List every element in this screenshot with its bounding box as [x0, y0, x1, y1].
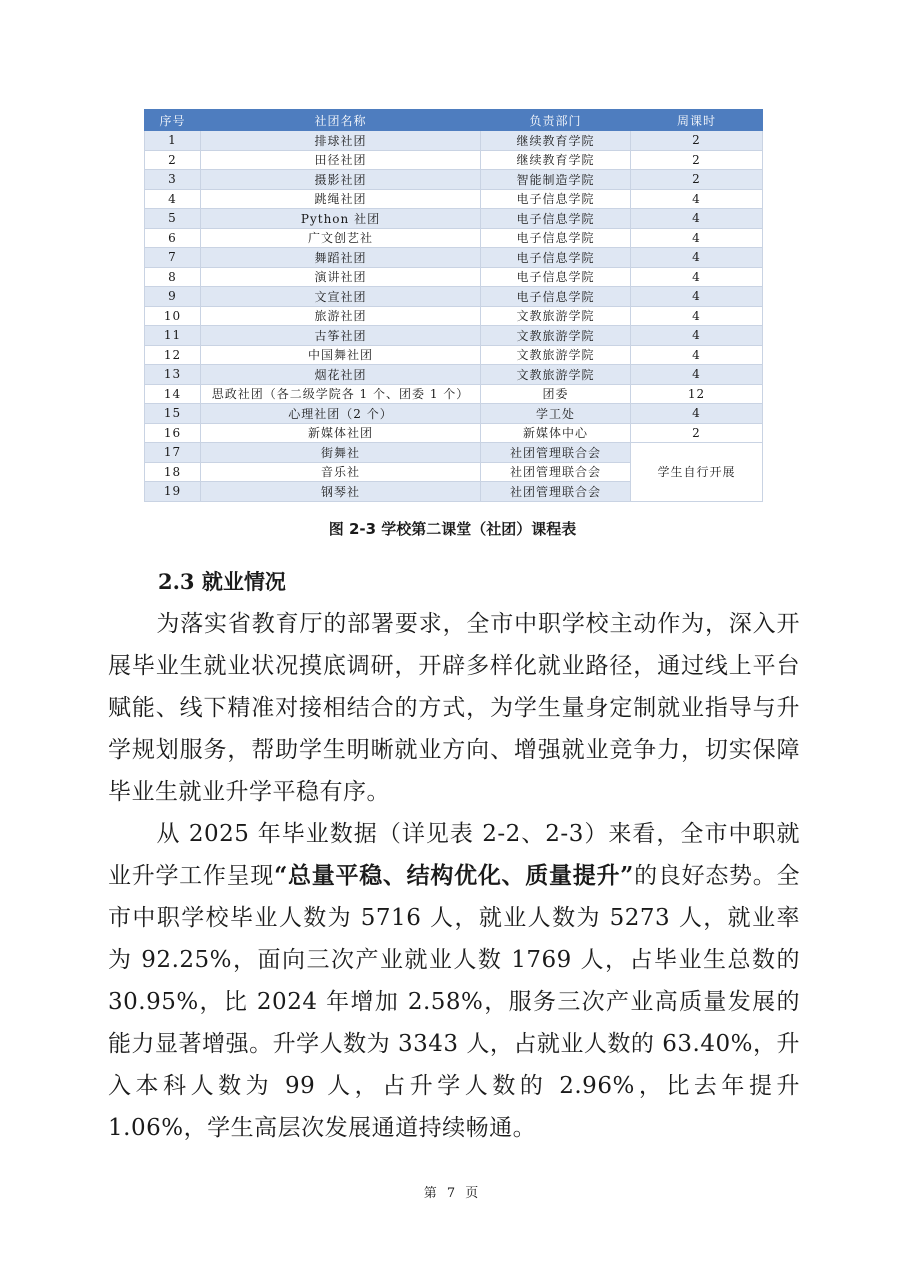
cell-name: 摄影社团	[201, 170, 481, 190]
table-row	[145, 131, 763, 151]
cell-no: 7	[145, 248, 201, 268]
cell-hours: 2	[631, 423, 763, 443]
cell-no: 19	[145, 482, 201, 502]
cell-hours-merged: 学生自行开展	[631, 443, 763, 502]
cell-no: 9	[145, 287, 201, 307]
cell-name: 古筝社团	[201, 326, 481, 346]
paragraph-2-highlight: “总量平稳、结构优化、质量提升”	[274, 862, 634, 889]
cell-name: 新媒体社团	[201, 423, 481, 443]
table-row	[145, 365, 763, 385]
cell-dept: 文教旅游学院	[481, 345, 631, 365]
cell-hours: 4	[631, 267, 763, 287]
cell-no: 8	[145, 267, 201, 287]
page-number: 第 7 页	[423, 1186, 482, 1201]
table-row	[145, 150, 763, 170]
cell-dept: 新媒体中心	[481, 423, 631, 443]
table-row	[145, 228, 763, 248]
cell-hours: 4	[631, 189, 763, 209]
header-hours: 周课时	[631, 110, 763, 131]
cell-name: 心理社团（2 个）	[201, 404, 481, 424]
cell-name: 音乐社	[201, 462, 481, 482]
cell-name: 思政社团（各二级学院各 1 个、团委 1 个）	[201, 384, 481, 404]
cell-hours: 2	[631, 150, 763, 170]
cell-hours: 4	[631, 345, 763, 365]
cell-name: 广文创艺社	[201, 228, 481, 248]
cell-name: Python 社团	[201, 209, 481, 229]
cell-no: 13	[145, 365, 201, 385]
cell-no: 3	[145, 170, 201, 190]
header-no: 序号	[145, 110, 201, 131]
cell-no: 18	[145, 462, 201, 482]
paragraph-2-after: 的良好态势。全市中职学校毕业人数为 5716 人，就业人数为 5273 人，就业率为 92.25%，面向三次产业就业人数 1769 人，占毕业生总数的 30.95%，比 2024 年增加 2.58%，服务三次产业高质量发展的能力显著增强。升学人数为 3343 人，占就业人数的 63.40%，升入本科人数为 99 人，占升学人数的 2.96%，比去年提升 1.06%，学生高层次发展通道持续畅通。	[108, 863, 800, 1141]
table-row	[145, 267, 763, 287]
cell-dept: 智能制造学院	[481, 170, 631, 190]
cell-dept: 继续教育学院	[481, 150, 631, 170]
cell-dept: 文教旅游学院	[481, 326, 631, 346]
paragraph-2-before: 从 2025 年毕业数据（详见表 2-2、2-3）来看，全市中职就业升学工作呈现	[108, 821, 800, 889]
cell-no: 14	[145, 384, 201, 404]
table-row	[145, 443, 763, 463]
cell-hours: 4	[631, 228, 763, 248]
cell-dept: 电子信息学院	[481, 209, 631, 229]
cell-dept: 社团管理联合会	[481, 462, 631, 482]
club-schedule-table	[144, 109, 763, 502]
cell-name: 烟花社团	[201, 365, 481, 385]
cell-hours: 12	[631, 384, 763, 404]
paragraph-1	[108, 603, 800, 813]
cell-hours: 4	[631, 248, 763, 268]
table-row	[145, 248, 763, 268]
cell-name: 文宣社团	[201, 287, 481, 307]
cell-no: 12	[145, 345, 201, 365]
cell-no: 6	[145, 228, 201, 248]
cell-hours: 4	[631, 209, 763, 229]
cell-name: 街舞社	[201, 443, 481, 463]
cell-name: 田径社团	[201, 150, 481, 170]
table-row	[145, 345, 763, 365]
cell-dept: 电子信息学院	[481, 287, 631, 307]
cell-no: 11	[145, 326, 201, 346]
table-header-row	[145, 110, 763, 131]
cell-no: 15	[145, 404, 201, 424]
cell-hours: 2	[631, 170, 763, 190]
paragraph-1-text: 为落实省教育厅的部署要求，全市中职学校主动作为，深入开展毕业生就业状况摸底调研，开辟多样化就业路径，通过线上平台赋能、线下精准对接相结合的方式，为学生量身定制就业指导与升学规划服务，帮助学生明晰就业方向、增强就业竞争力，切实保障毕业生就业升学平稳有序。	[108, 611, 800, 805]
cell-hours: 4	[631, 306, 763, 326]
cell-no: 5	[145, 209, 201, 229]
table-row	[145, 326, 763, 346]
cell-no: 17	[145, 443, 201, 463]
cell-name: 演讲社团	[201, 267, 481, 287]
table-row	[145, 306, 763, 326]
cell-dept: 电子信息学院	[481, 267, 631, 287]
cell-name: 中国舞社团	[201, 345, 481, 365]
cell-dept: 社团管理联合会	[481, 443, 631, 463]
table-row	[145, 287, 763, 307]
table-row	[145, 423, 763, 443]
cell-no: 10	[145, 306, 201, 326]
table-row	[145, 209, 763, 229]
table-row	[145, 189, 763, 209]
cell-name: 跳绳社团	[201, 189, 481, 209]
cell-no: 4	[145, 189, 201, 209]
cell-hours: 4	[631, 365, 763, 385]
cell-dept: 继续教育学院	[481, 131, 631, 151]
table-body	[145, 131, 763, 502]
cell-hours: 4	[631, 404, 763, 424]
cell-no: 2	[145, 150, 201, 170]
header-dept: 负责部门	[481, 110, 631, 131]
paragraph-2	[108, 813, 800, 1149]
table-row	[145, 170, 763, 190]
cell-dept: 电子信息学院	[481, 228, 631, 248]
cell-no: 1	[145, 131, 201, 151]
section-title: 2.3 就业情况	[158, 569, 286, 594]
figure-caption: 图 2-3 学校第二课堂（社团）课程表	[328, 520, 577, 538]
cell-dept: 电子信息学院	[481, 248, 631, 268]
cell-name: 旅游社团	[201, 306, 481, 326]
cell-dept: 文教旅游学院	[481, 365, 631, 385]
cell-no: 16	[145, 423, 201, 443]
cell-name: 钢琴社	[201, 482, 481, 502]
header-name: 社团名称	[201, 110, 481, 131]
cell-name: 排球社团	[201, 131, 481, 151]
cell-dept: 社团管理联合会	[481, 482, 631, 502]
cell-dept: 文教旅游学院	[481, 306, 631, 326]
cell-hours: 4	[631, 326, 763, 346]
cell-dept: 电子信息学院	[481, 189, 631, 209]
table-row	[145, 404, 763, 424]
cell-name: 舞蹈社团	[201, 248, 481, 268]
cell-hours: 2	[631, 131, 763, 151]
cell-dept: 团委	[481, 384, 631, 404]
table-row	[145, 384, 763, 404]
cell-dept: 学工处	[481, 404, 631, 424]
cell-hours: 4	[631, 287, 763, 307]
